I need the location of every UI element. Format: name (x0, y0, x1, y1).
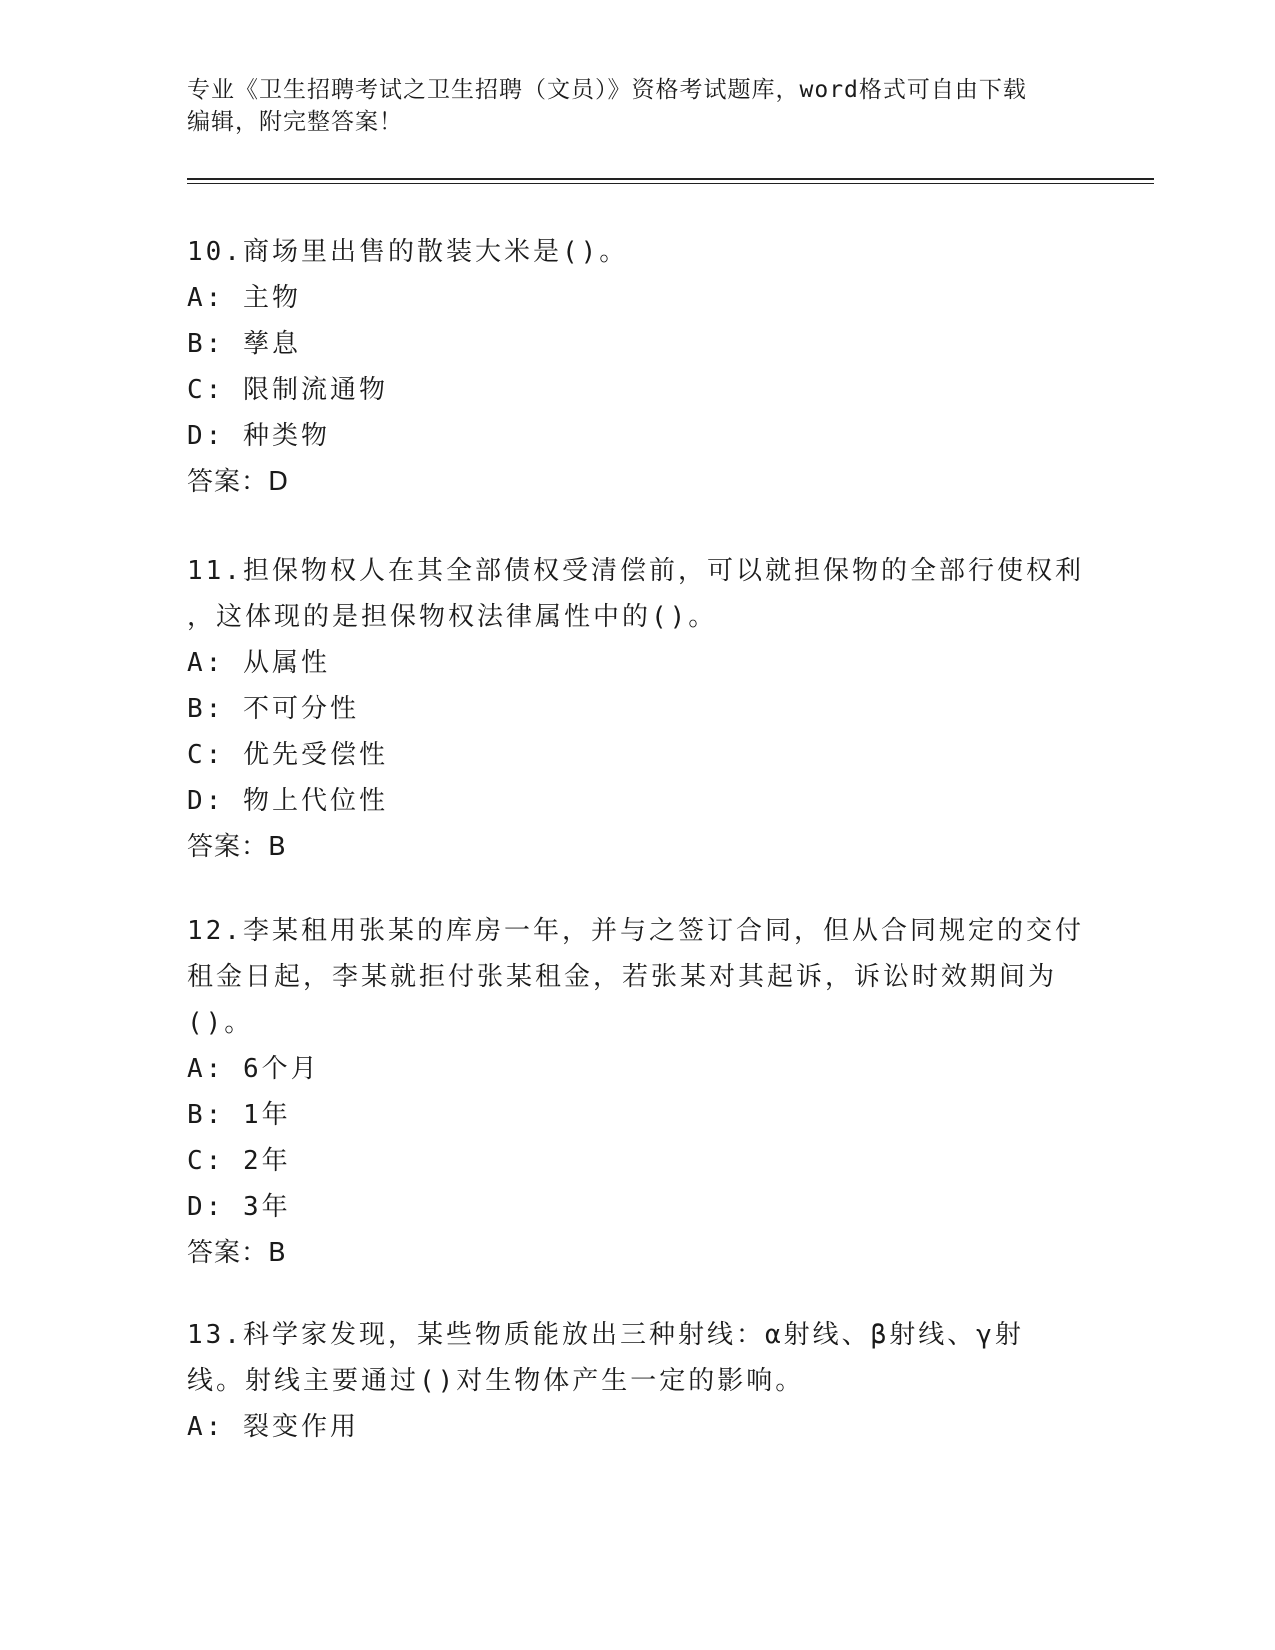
header-line-1: 专业《卫生招聘考试之卫生招聘（文员）》资格考试题库，word格式可自由下载 (187, 77, 1027, 103)
option-a: A: 从属性 (187, 648, 330, 678)
question-10 (187, 229, 1087, 505)
question-11 (187, 548, 1087, 870)
header-divider-thin (187, 183, 1154, 184)
question-stem: 12.李某租用张某的库房一年，并与之签订合同，但从合同规定的交付 租金日起，李某就拒付张某租金，若张某对其起诉，诉讼时效期间为 ()。 (187, 916, 1084, 1038)
question-stem: 10.商场里出售的散装大米是()。 (187, 237, 629, 267)
option-a: A: 裂变作用 (187, 1412, 359, 1442)
option-c: C: 2年 (187, 1146, 291, 1176)
option-d: D: 3年 (187, 1192, 291, 1222)
option-b: B: 1年 (187, 1100, 291, 1130)
document-header (187, 74, 1087, 138)
question-stem: 11.担保物权人在其全部债权受清偿前，可以就担保物的全部行使权利 ，这体现的是担保物权法律属性中的()。 (187, 556, 1084, 632)
header-line-2: 编辑，附完整答案！ (187, 109, 403, 135)
option-b: B: 不可分性 (187, 694, 359, 724)
option-a: A: 主物 (187, 283, 301, 313)
answer-line: 答案：D (187, 467, 290, 497)
option-c: C: 优先受偿性 (187, 740, 388, 770)
answer-line: 答案：B (187, 1238, 287, 1268)
option-d: D: 物上代位性 (187, 786, 388, 816)
answer-line: 答案：B (187, 832, 287, 862)
question-13 (187, 1312, 1087, 1450)
option-b: B: 孳息 (187, 329, 301, 359)
option-c: C: 限制流通物 (187, 375, 388, 405)
option-a: A: 6个月 (187, 1054, 320, 1084)
question-stem: 13.科学家发现，某些物质能放出三种射线：α射线、β射线、γ射 线。射线主要通过()对生物体产生一定的影响。 (187, 1320, 1024, 1396)
question-12 (187, 908, 1087, 1276)
header-divider (187, 178, 1154, 180)
option-d: D: 种类物 (187, 421, 330, 451)
